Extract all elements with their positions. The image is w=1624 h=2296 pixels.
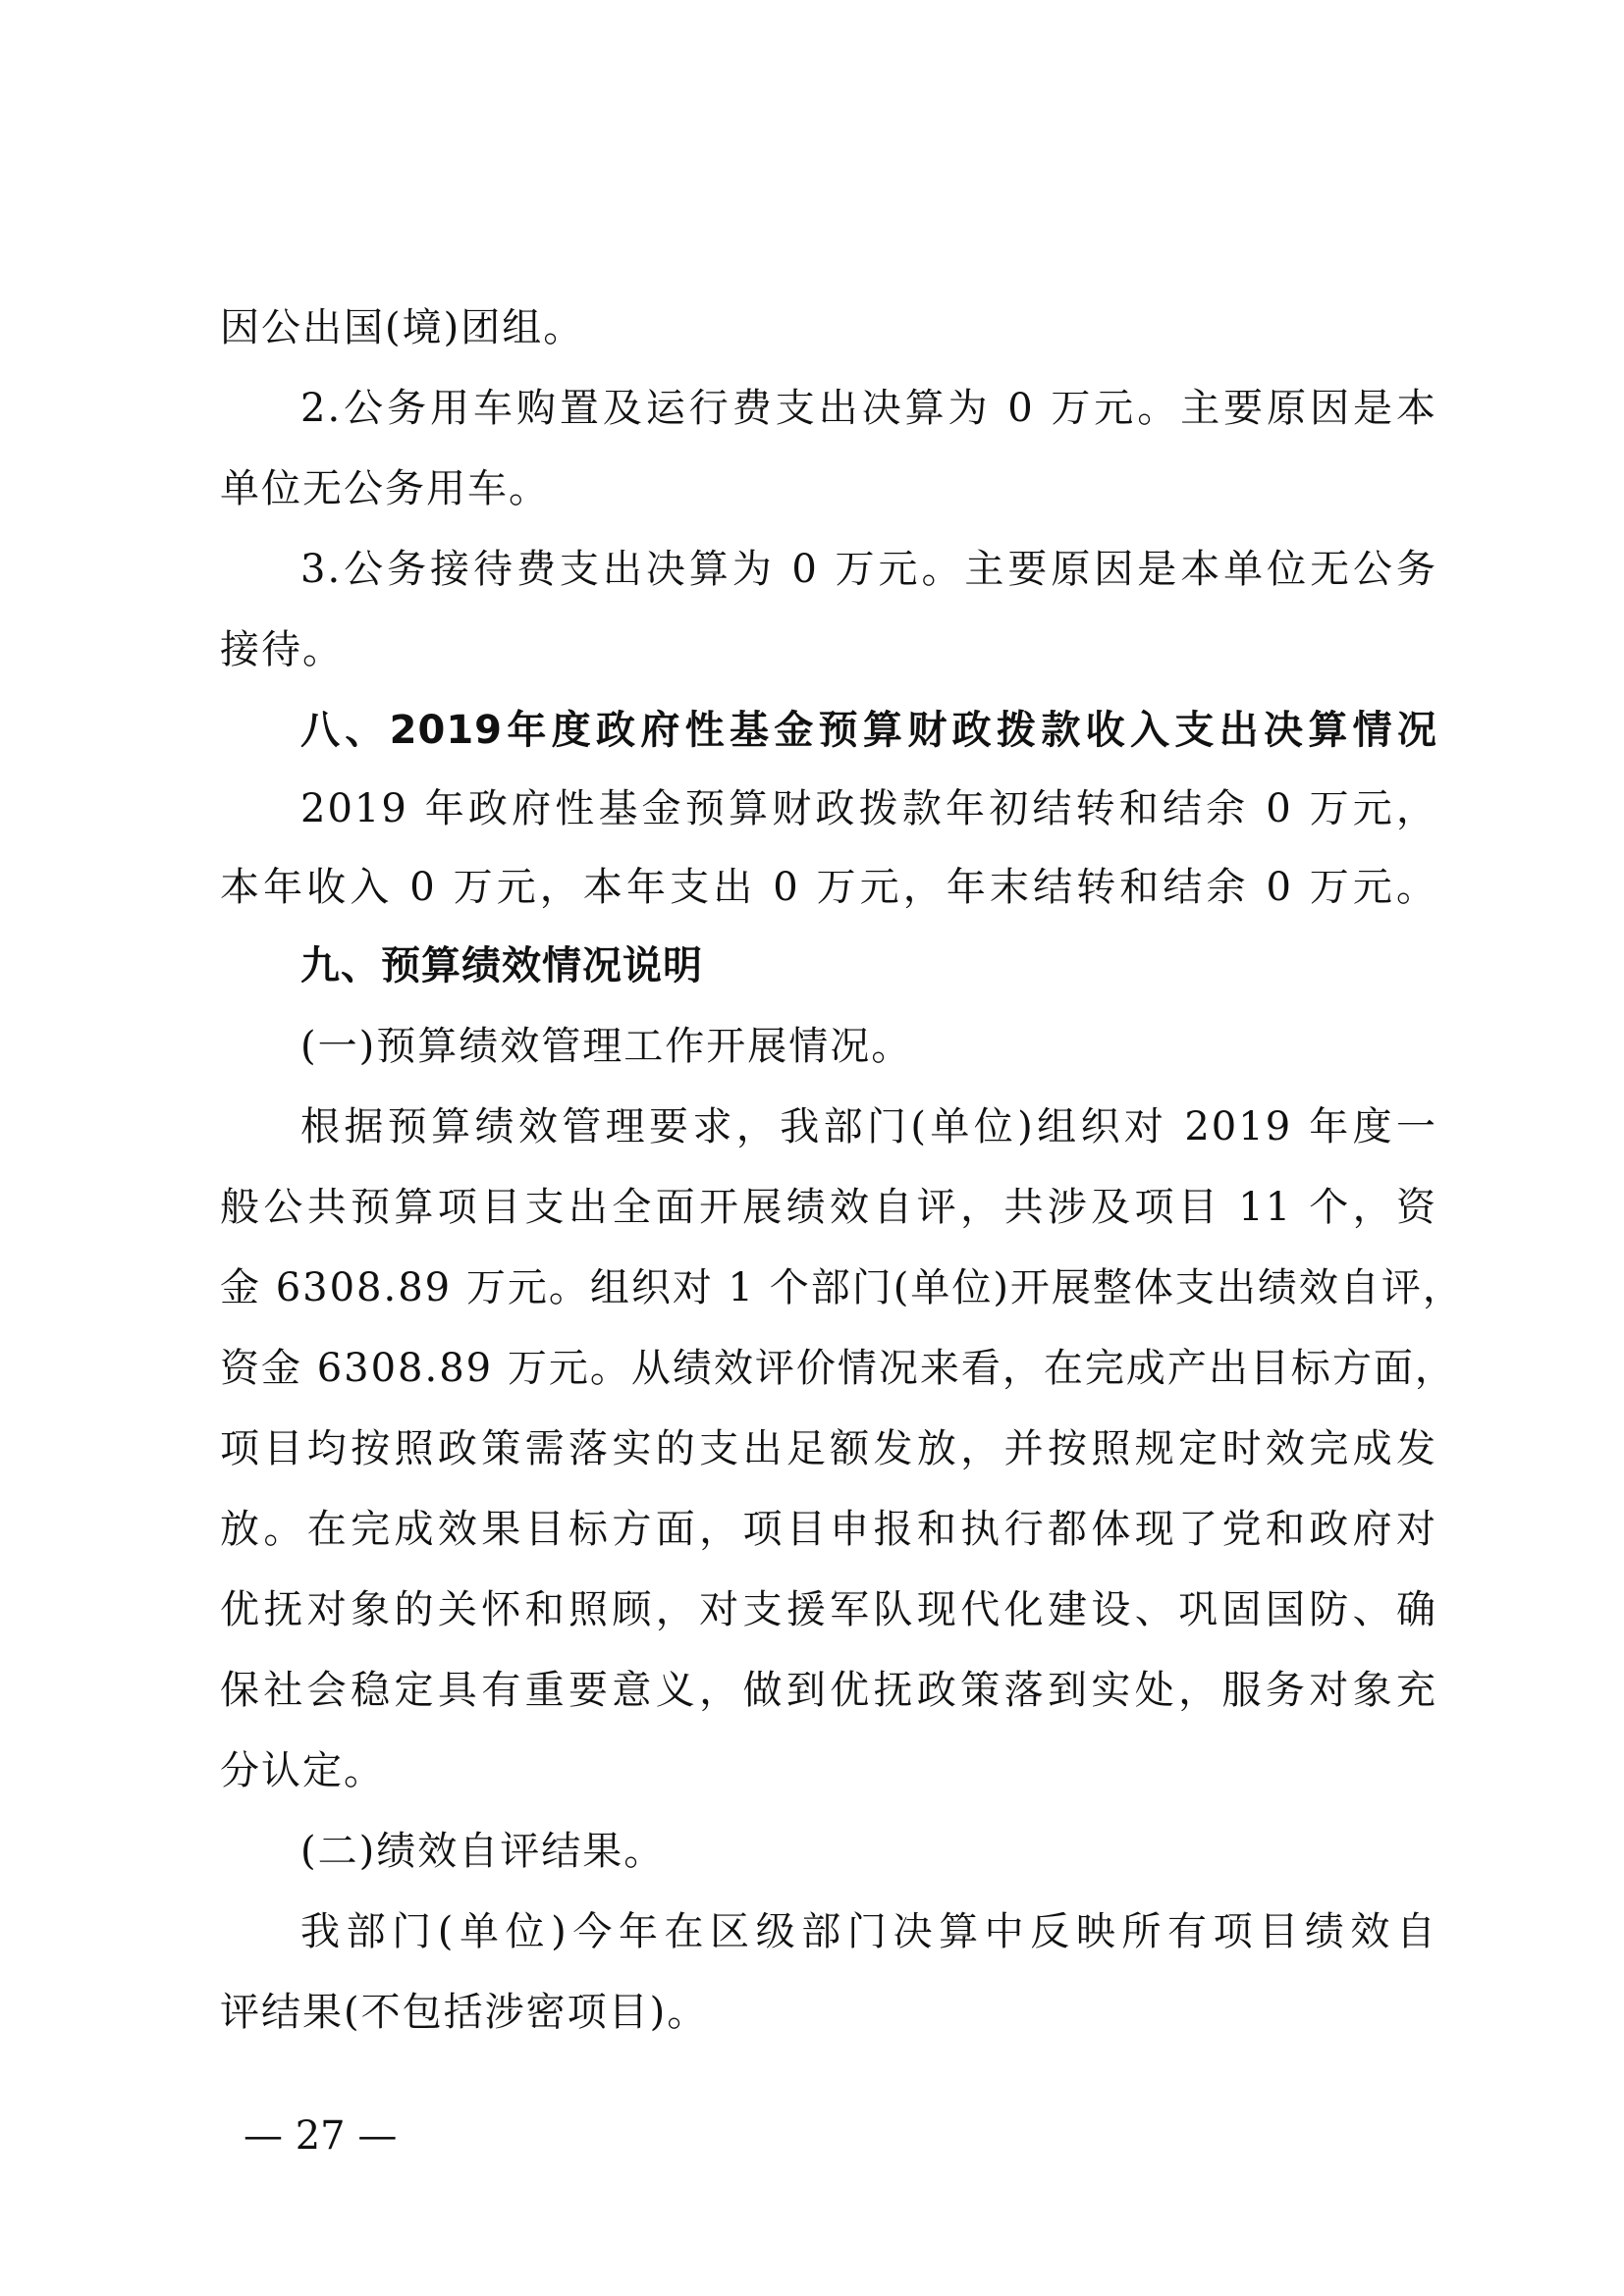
subsection-heading: (二)绩效自评结果。 (300, 1829, 666, 1874)
text-line: 2019 年政府性基金预算财政拨款年初结转和结余 0 万元， (300, 786, 1437, 831)
text-line: 分认定。 (220, 1748, 385, 1793)
text-line: 放。在完成效果目标方面，项目申报和执行都体现了党和政府对 (220, 1507, 1437, 1552)
text-line: 单位无公务用车。 (220, 466, 550, 511)
text-line: 保社会稳定具有重要意义，做到优抚政策落到实处，服务对象充 (220, 1668, 1437, 1713)
text-line: 我部门(单位)今年在区级部门决算中反映所有项目绩效自 (300, 1909, 1437, 1954)
text-line: 评结果(不包括涉密项目)。 (220, 1990, 709, 2035)
text-line: 3.公务接待费支出决算为 0 万元。主要原因是本单位无公务 (300, 547, 1437, 592)
section-heading: 八、2019年度政府性基金预算财政拨款收入支出决算情况 (300, 708, 1437, 753)
subsection-heading: (一)预算绩效管理工作开展情况。 (300, 1024, 913, 1069)
text-line: 般公共预算项目支出全面开展绩效自评，共涉及项目 11 个，资 (220, 1185, 1437, 1230)
text-line: 因公出国(境)团组。 (220, 305, 585, 350)
page-number: — 27 — (244, 2113, 398, 2159)
text-line: 优抚对象的关怀和照顾，对支援军队现代化建设、巩固国防、确 (220, 1587, 1437, 1632)
text-line: 接待。 (220, 627, 344, 672)
text-line: 本年收入 0 万元，本年支出 0 万元，年末结转和结余 0 万元。 (220, 865, 1437, 910)
text-line: 金 6308.89 万元。组织对 1 个部门(单位)开展整体支出绩效自评， (220, 1265, 1464, 1310)
text-line: 资金 6308.89 万元。从绩效评价情况来看，在完成产出目标方面， (220, 1346, 1456, 1391)
text-line: 项目均按照政策需落实的支出足额发放，并按照规定时效完成发 (220, 1426, 1437, 1471)
text-line: 根据预算绩效管理要求，我部门(单位)组织对 2019 年度一 (300, 1104, 1437, 1149)
section-heading: 九、预算绩效情况说明 (300, 943, 703, 988)
text-line: 2.公务用车购置及运行费支出决算为 0 万元。主要原因是本 (300, 386, 1437, 431)
